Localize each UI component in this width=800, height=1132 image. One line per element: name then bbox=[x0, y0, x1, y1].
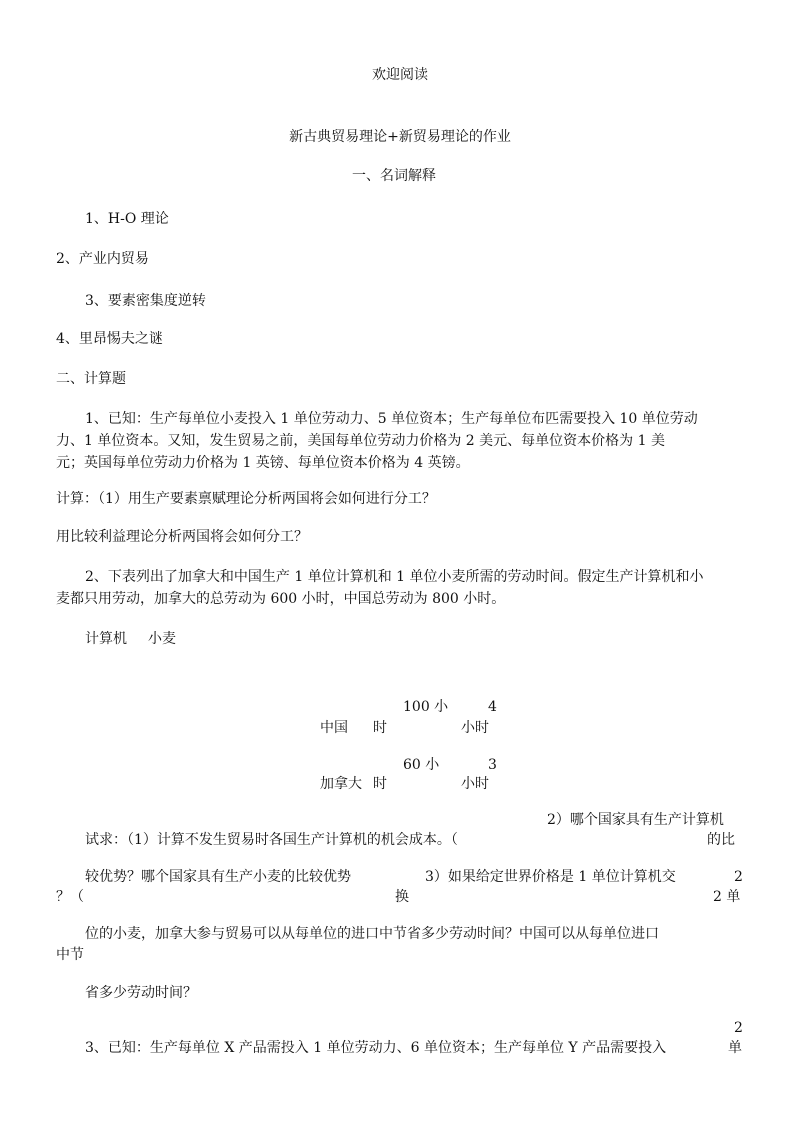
q2-fragment: ？（ bbox=[56, 889, 84, 905]
q2-fragment: 换 bbox=[395, 889, 409, 905]
q2-fragment: 较优势？哪个国家具有生产小麦的比较优势 bbox=[85, 869, 351, 885]
q1-line: 元；英国每单位劳动力价格为 1 英镑、每单位资本价格为 4 英镑。 bbox=[56, 455, 470, 471]
table-cell-computer: 60 小 bbox=[403, 757, 440, 773]
table-cell-country: 中国 bbox=[320, 720, 348, 736]
q3-fragment: 单 bbox=[728, 1040, 742, 1056]
term-item: 3、要素密集度逆转 bbox=[85, 293, 206, 309]
page-title: 新古典贸易理论+新贸易理论的作业 bbox=[289, 129, 511, 145]
table-cell-wheat: 小时 bbox=[461, 776, 489, 792]
q2-fragment: 3）如果给定世界价格是 1 单位计算机交 bbox=[425, 869, 676, 885]
table-cell-wheat: 4 bbox=[488, 699, 497, 715]
q2-fragment: 中节 bbox=[56, 947, 84, 963]
q1-line: 1、已知：生产每单位小麦投入 1 单位劳动力、5 单位资本；生产每单位布匹需要投入 10 单位劳动 bbox=[85, 411, 698, 427]
section-heading-calc: 二、计算题 bbox=[56, 371, 126, 387]
table-header-computer: 计算机 bbox=[85, 631, 127, 647]
q2-fragment: 试求：（1）计算不发生贸易时各国生产计算机的机会成本。（ bbox=[85, 832, 458, 848]
table-cell-computer: 100 小 bbox=[403, 699, 449, 715]
q1-calc-line: 计算：（1）用生产要素禀赋理论分析两国将会如何进行分工？ bbox=[56, 491, 436, 507]
q2-fragment: 位的小麦，加拿大参与贸易可以从每单位的进口中节省多少劳动时间？中国可以从每单位进口 bbox=[85, 926, 659, 942]
q3-fragment: 2 bbox=[734, 1020, 743, 1036]
table-cell-wheat: 小时 bbox=[461, 720, 489, 736]
section-heading-terms: 一、名词解释 bbox=[352, 168, 436, 184]
table-cell-computer: 时 bbox=[373, 776, 387, 792]
table-header-wheat: 小麦 bbox=[148, 631, 176, 647]
q2-fragment: 2 bbox=[734, 869, 743, 885]
term-item: 1、H-O 理论 bbox=[85, 211, 169, 227]
q2-fragment: 2）哪个国家具有生产计算机 bbox=[547, 812, 724, 828]
q2-fragment: 2 单 bbox=[713, 889, 741, 905]
table-cell-wheat: 3 bbox=[488, 757, 497, 773]
term-item: 2、产业内贸易 bbox=[56, 251, 149, 267]
q2-line: 2、下表列出了加拿大和中国生产 1 单位计算机和 1 单位小麦所需的劳动时间。假定生产计算机和小 bbox=[85, 569, 704, 585]
q2-fragment: 省多少劳动时间？ bbox=[85, 985, 197, 1001]
q1-compare-line: 用比较利益理论分析两国将会如何分工？ bbox=[56, 529, 308, 545]
term-item: 4、里昂惕夫之谜 bbox=[56, 331, 163, 347]
table-cell-country: 加拿大 bbox=[320, 776, 362, 792]
q2-line: 麦都只用劳动，加拿大的总劳动为 600 小时，中国总劳动为 800 小时。 bbox=[56, 591, 506, 607]
welcome-text: 欢迎阅读 bbox=[372, 67, 428, 83]
q2-fragment: 的比 bbox=[707, 832, 735, 848]
q3-line: 3、已知：生产每单位 X 产品需投入 1 单位劳动力、6 单位资本；生产每单位 Y 产品需要投入 bbox=[85, 1040, 667, 1056]
q1-line: 力、1 单位资本。又知，发生贸易之前，美国每单位劳动力价格为 2 美元、每单位资本价格为 1 美 bbox=[56, 433, 665, 449]
table-cell-computer: 时 bbox=[373, 720, 387, 736]
